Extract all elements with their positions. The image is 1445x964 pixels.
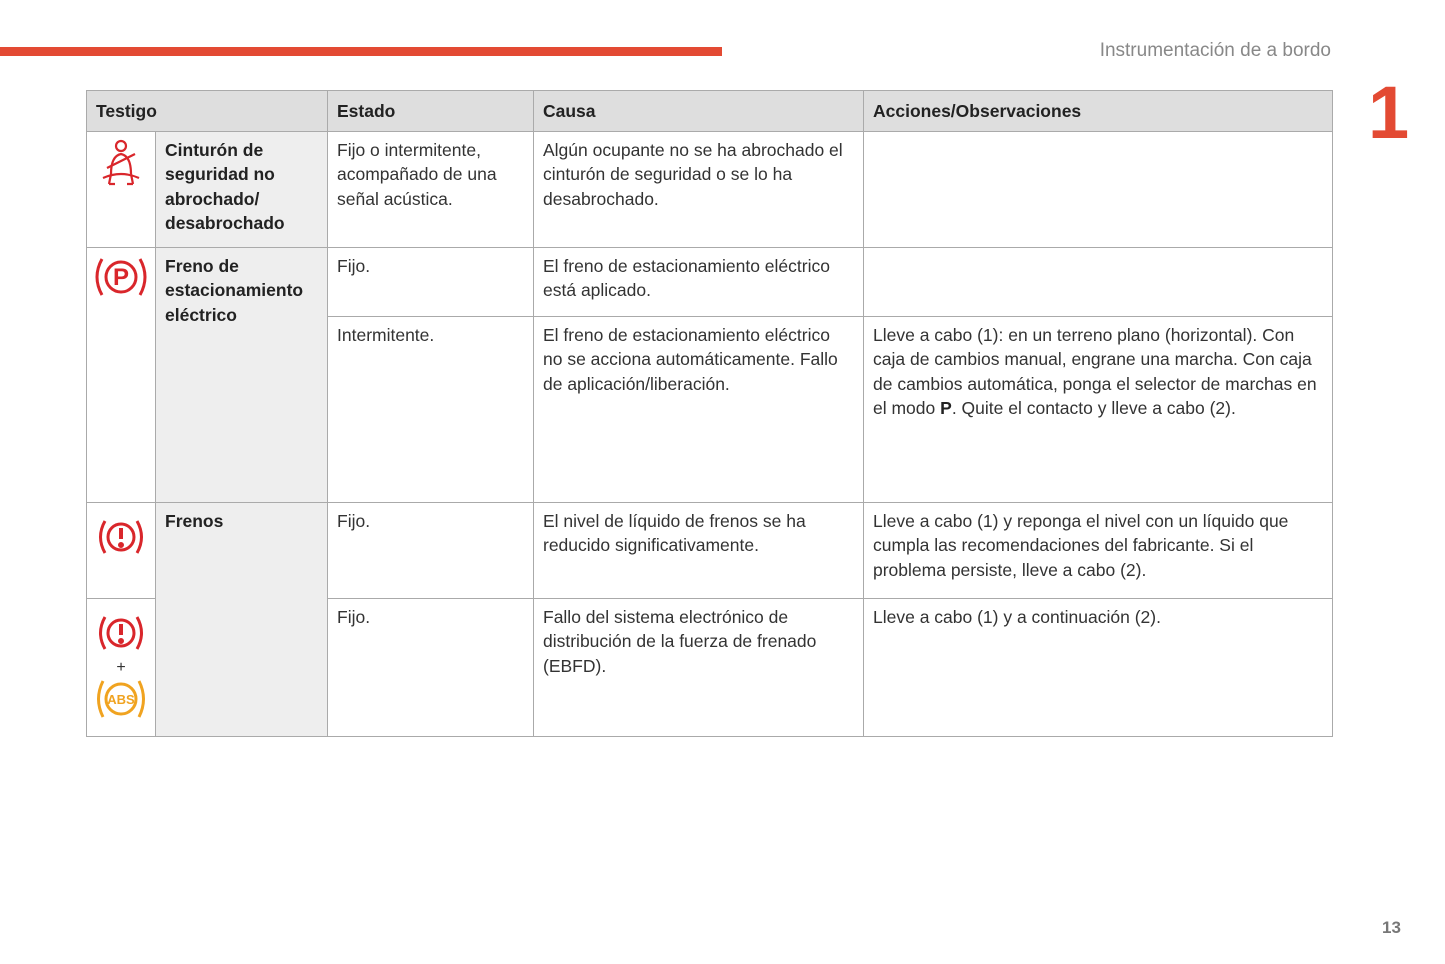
abs-icon: [94, 677, 148, 721]
light-name: Frenos: [156, 503, 328, 737]
acciones-cell: [864, 248, 1333, 317]
plus-sign: +: [116, 659, 126, 677]
abs-label: ABS: [107, 692, 135, 708]
table-row: [87, 503, 1333, 599]
header-testigo: Testigo: [87, 91, 328, 132]
estado-cell: Fijo.: [328, 248, 534, 317]
brake-warning-icon: [96, 613, 146, 653]
acciones-text: Lleve a cabo (1): en un terreno plano (horizontal). Con caja de cambios manual, engrane una marcha. Con caja de cambios automática, ponga el selector de marchas en el modo: [873, 325, 1317, 418]
chapter-number: 1: [1368, 71, 1410, 154]
page-number: 13: [1382, 918, 1401, 937]
causa-cell: Algún ocupante no se ha abrochado el cinturón de seguridad o se lo ha desabrochado.: [534, 132, 864, 248]
causa-cell: Fallo del sistema electrónico de distribución de la fuerza de frenado (EBFD).: [534, 599, 864, 737]
causa-cell: El freno de estacionamiento eléctrico está aplicado.: [534, 248, 864, 317]
seatbelt-icon: [99, 138, 143, 190]
acciones-text: . Quite el contacto y lleve a cabo (2).: [951, 397, 1236, 418]
header-estado: Estado: [328, 91, 534, 132]
accent-bar: [0, 47, 722, 56]
acciones-cell: [864, 132, 1333, 248]
icon-cell: [87, 503, 156, 599]
acciones-cell: Lleve a cabo (1) y reponga el nivel con un líquido que cumpla las recomendaciones del fabricante. Si el problema persiste, lleve a cabo (2).: [864, 503, 1333, 599]
icon-cell: [87, 132, 156, 248]
table-row: [87, 248, 1333, 317]
estado-cell: Fijo o intermitente, acompañado de una señal acústica.: [328, 132, 534, 248]
acciones-cell: Lleve a cabo (1) y a continuación (2).: [864, 599, 1333, 737]
svg-text:P: P: [112, 264, 130, 291]
table-header: [87, 91, 1333, 132]
estado-cell: Fijo.: [328, 599, 534, 737]
light-name: Cinturón de seguridad no abrochado/ desabrochado: [156, 132, 328, 248]
warning-lights-table: [86, 90, 1333, 737]
gear-p: P: [940, 397, 952, 418]
icon-cell: [87, 248, 156, 503]
acciones-cell: [864, 317, 1333, 503]
brake-warning-icon: [96, 517, 146, 557]
causa-cell: El nivel de líquido de frenos se ha reducido significativamente.: [534, 503, 864, 599]
estado-cell: Intermitente.: [328, 317, 534, 503]
light-name: Freno de estacionamiento eléctrico: [156, 248, 328, 503]
section-title: Instrumentación de a bordo: [1099, 40, 1331, 61]
parking-brake-icon: [92, 254, 150, 300]
table-row: [87, 132, 1333, 248]
estado-cell: Fijo.: [328, 503, 534, 599]
header-causa: Causa: [534, 91, 864, 132]
causa-cell: El freno de estacionamiento eléctrico no se acciona automáticamente. Fallo de aplicación/liberación.: [534, 317, 864, 503]
header-acciones: Acciones/Observaciones: [864, 91, 1333, 132]
icon-cell: [87, 599, 156, 737]
